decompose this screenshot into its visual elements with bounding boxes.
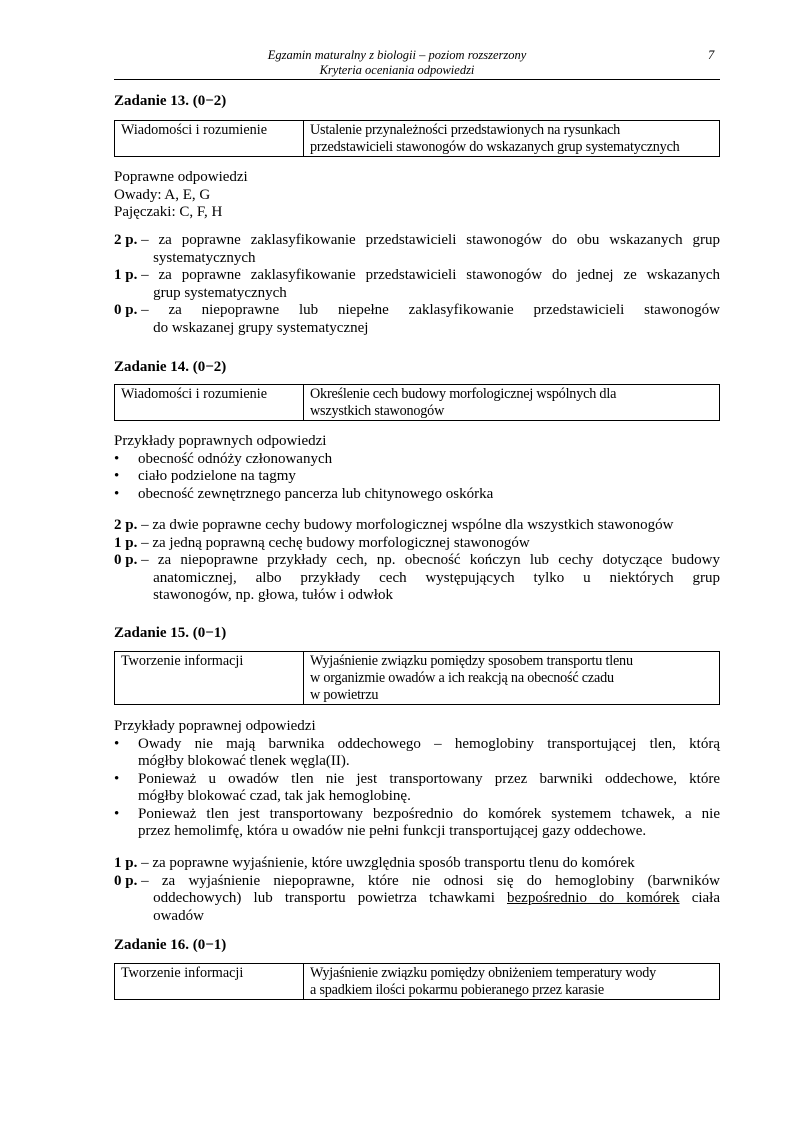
task-14-examples	[114, 433, 720, 503]
score-row-1p: 1 p. – za poprawne wyjaśnienie, które uwzględnia sposób transportu tlenu do komórek	[114, 855, 635, 871]
answers-heading: Poprawne odpowiedzi	[114, 169, 248, 185]
page-number: 7	[708, 48, 715, 62]
header-rule	[114, 79, 720, 80]
task-14-skill-area: Wiadomości i rozumienie	[115, 385, 304, 421]
bullet-icon: •	[114, 485, 120, 502]
score-row-1p: 1 p. – za jedną poprawną cechę budowy morfologicznej stawonogów	[114, 534, 530, 551]
running-header	[0, 48, 794, 78]
task-15-skill-area: Tworzenie informacji	[115, 652, 304, 705]
task-14-scoring	[114, 517, 720, 605]
task-16-skill-area: Tworzenie informacji	[115, 964, 304, 1000]
score-row-0p: 0 p. – za niepoprawne przykłady cech, np. obecność kończyn lub cechy dotyczące budowy anatomicznej, albo przykłady cech występujących tylko u niektórych grup stawonogów, np. głowa, tułów i odwłok	[114, 552, 720, 603]
score-row-1p: 1 p. – za poprawne zaklasyfikowanie przedstawicieli stawonogów do jednej ze wskazanych grup systematycznych	[114, 267, 720, 301]
score-row-2p: 2 p. – za dwie poprawne cechy budowy morfologicznej wspólne dla wszystkich stawonogów	[114, 517, 674, 533]
list-item: • Ponieważ tlen jest transportowany bezpośrednio do komórek systemem tchawek, a nie przez hemolimfę, która u owadów nie pełni funkcji transportującej gazy oddechowe.	[114, 805, 720, 839]
bullet-icon: •	[114, 805, 120, 822]
task-15-examples	[114, 718, 720, 841]
underlined-phrase: bezpośrednio do komórek	[507, 890, 680, 906]
task-13-scoring	[114, 232, 720, 337]
bullet-icon: •	[114, 450, 120, 467]
examples-heading: Przykłady poprawnych odpowiedzi	[114, 433, 327, 449]
task-13-requirement: Ustalenie przynależności przedstawionych na rysunkach przedstawicieli stawonogów do wskazanych grup systematycznych	[304, 121, 720, 157]
task-15-title: Zadanie 15. (0−1)	[114, 625, 227, 641]
answer-line: Owady: A, E, G	[114, 186, 211, 203]
list-item: • ciało podzielone na tagmy	[114, 468, 296, 484]
bullet-icon: •	[114, 735, 120, 752]
task-15-criteria-table	[114, 651, 720, 705]
list-item: • Ponieważ u owadów tlen nie jest transportowany przez barwniki oddechowe, które mógłby blokować czad, tak jak hemoglobinę.	[114, 770, 720, 804]
bullet-icon: •	[114, 468, 120, 484]
header-exam-title: Egzamin maturalny z biologii – poziom rozszerzony	[267, 48, 527, 62]
list-item: • obecność zewnętrznego pancerza lub chitynowego oskórka	[114, 485, 494, 502]
task-16-title: Zadanie 16. (0−1)	[114, 937, 227, 953]
answer-line: Pajęczaki: C, F, H	[114, 204, 223, 220]
task-13-criteria-table	[114, 120, 720, 157]
task-15-scoring	[114, 855, 720, 925]
score-row-2p: 2 p. – za poprawne zaklasyfikowanie przedstawicieli stawonogów do obu wskazanych grup systematycznych	[114, 232, 720, 266]
task-14-requirement: Określenie cech budowy morfologicznej wspólnych dla wszystkich stawonogów	[304, 385, 720, 421]
examples-heading: Przykłady poprawnej odpowiedzi	[114, 718, 316, 734]
task-16-criteria-table	[114, 963, 720, 1000]
task-13-answers	[114, 169, 720, 222]
list-item: • obecność odnóży członowanych	[114, 450, 333, 467]
task-16-requirement: Wyjaśnienie związku pomiędzy obniżeniem temperatury wody a spadkiem ilości pokarmu pobieranego przez karasie	[304, 964, 720, 1000]
bullet-icon: •	[114, 770, 120, 787]
score-row-0p: 0 p. – za wyjaśnienie niepoprawne, które nie odnosi się do hemoglobiny (barwników oddechowych) lub transportu powietrza tchawkami bezpośrednio do komórek ciała owadów	[114, 872, 721, 924]
task-13-title: Zadanie 13. (0−2)	[114, 93, 227, 109]
score-row-0p: 0 p. – za niepoprawne lub niepełne zaklasyfikowanie przedstawicieli stawonogów do wskazanej grupy systematycznej	[114, 302, 720, 336]
task-14-criteria-table	[114, 384, 720, 421]
header-subtitle: Kryteria oceniania odpowiedzi	[319, 63, 475, 77]
list-item: • Owady nie mają barwnika oddechowego – hemoglobiny transportującej tlen, którą mógłby blokować tlenek węgla(II).	[114, 735, 720, 769]
task-13-skill-area: Wiadomości i rozumienie	[115, 121, 304, 157]
task-15-requirement: Wyjaśnienie związku pomiędzy sposobem transportu tlenu w organizmie owadów a ich reakcją na obecność czadu w powietrzu	[304, 652, 720, 705]
task-14-title: Zadanie 14. (0−2)	[114, 359, 227, 375]
